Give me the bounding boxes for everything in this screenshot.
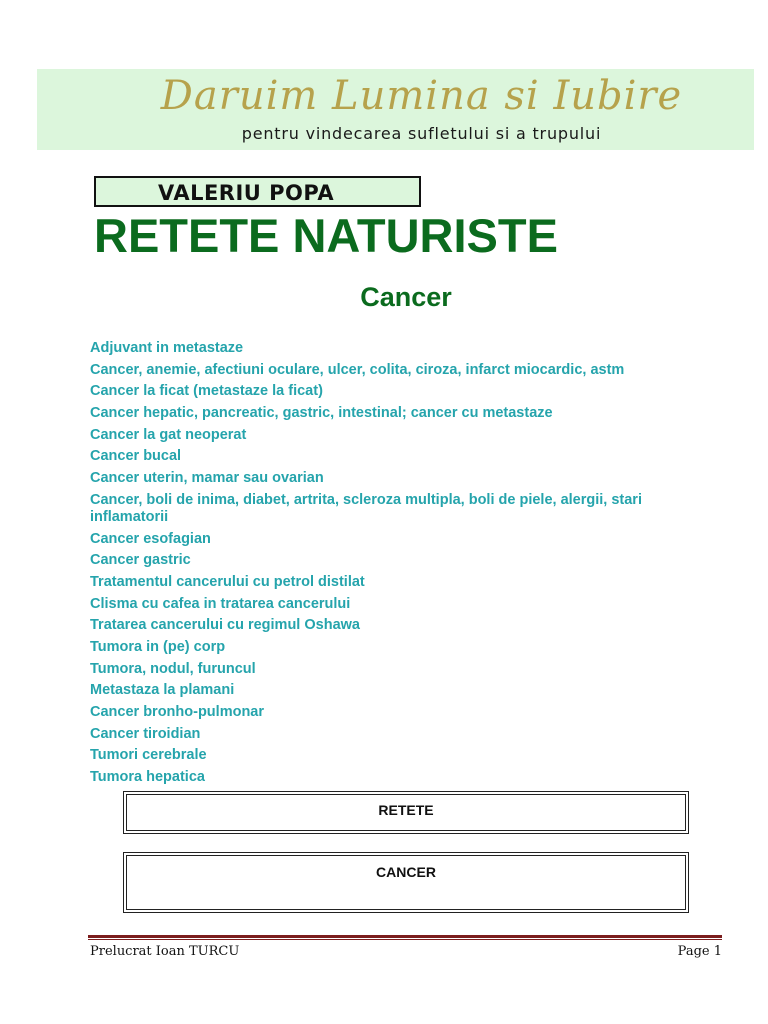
recipe-link-list [90, 340, 690, 791]
recipe-link[interactable]: Tumora hepatica [90, 769, 205, 786]
recipe-link[interactable]: Cancer uterin, mamar sau ovarian [90, 470, 324, 487]
retete-box [123, 791, 689, 834]
recipe-link[interactable]: Cancer, boli de inima, diabet, artrita, scleroza multipla, boli de piele, alergii, stari inflamatorii [90, 491, 642, 525]
recipe-link[interactable]: Metastaza la plamani [90, 682, 235, 699]
recipe-link[interactable]: Tumora, nodul, furuncul [90, 660, 256, 677]
banner-title: Daruim Lumina si Iubire [160, 73, 683, 119]
footer-divider-thin [88, 939, 722, 940]
header-banner [37, 69, 754, 150]
recipe-link[interactable]: Cancer la ficat (metastaze la ficat) [90, 383, 323, 400]
section-title: Cancer [360, 282, 452, 312]
recipe-link[interactable]: Adjuvant in metastaze [90, 340, 244, 356]
recipe-link[interactable]: Tumori cerebrale [90, 747, 207, 764]
recipe-link[interactable]: Tratamentul cancerului cu petrol distilat [90, 573, 365, 590]
recipe-link[interactable]: Cancer bronho-pulmonar [90, 704, 265, 720]
recipe-link[interactable]: Cancer gastric [90, 552, 191, 569]
recipe-link[interactable]: Tratarea cancerului cu regimul Oshawa [90, 617, 360, 634]
footer-credit: Prelucrat Ioan TURCU [90, 944, 240, 959]
author-name: VALERIU POPA [158, 181, 335, 205]
page-number: Page 1 [677, 944, 722, 959]
recipe-link[interactable]: Cancer, anemie, afectiuni oculare, ulcer, colita, ciroza, infarct miocardic, astm [90, 361, 625, 378]
recipe-link[interactable]: Cancer bucal [90, 448, 182, 465]
footer-divider [88, 935, 722, 938]
recipe-link[interactable]: Tumora in (pe) corp [90, 638, 226, 655]
page-title: RETETE NATURISTE [94, 209, 558, 262]
cancer-box-label: CANCER [376, 864, 436, 880]
recipe-link[interactable]: Cancer hepatic, pancreatic, gastric, intestinal; cancer cu metastaze [90, 405, 553, 422]
cancer-box [123, 852, 689, 913]
author-box [94, 176, 421, 207]
retete-box-label: RETETE [378, 802, 434, 818]
banner-subtitle: pentru vindecarea sufletului si a trupului [241, 124, 602, 143]
recipe-link[interactable]: Cancer tiroidian [90, 725, 201, 742]
recipe-link[interactable]: Cancer esofagian [90, 530, 211, 547]
recipe-link[interactable]: Clisma cu cafea in tratarea cancerului [90, 595, 351, 612]
recipe-link[interactable]: Cancer la gat neoperat [90, 426, 247, 443]
